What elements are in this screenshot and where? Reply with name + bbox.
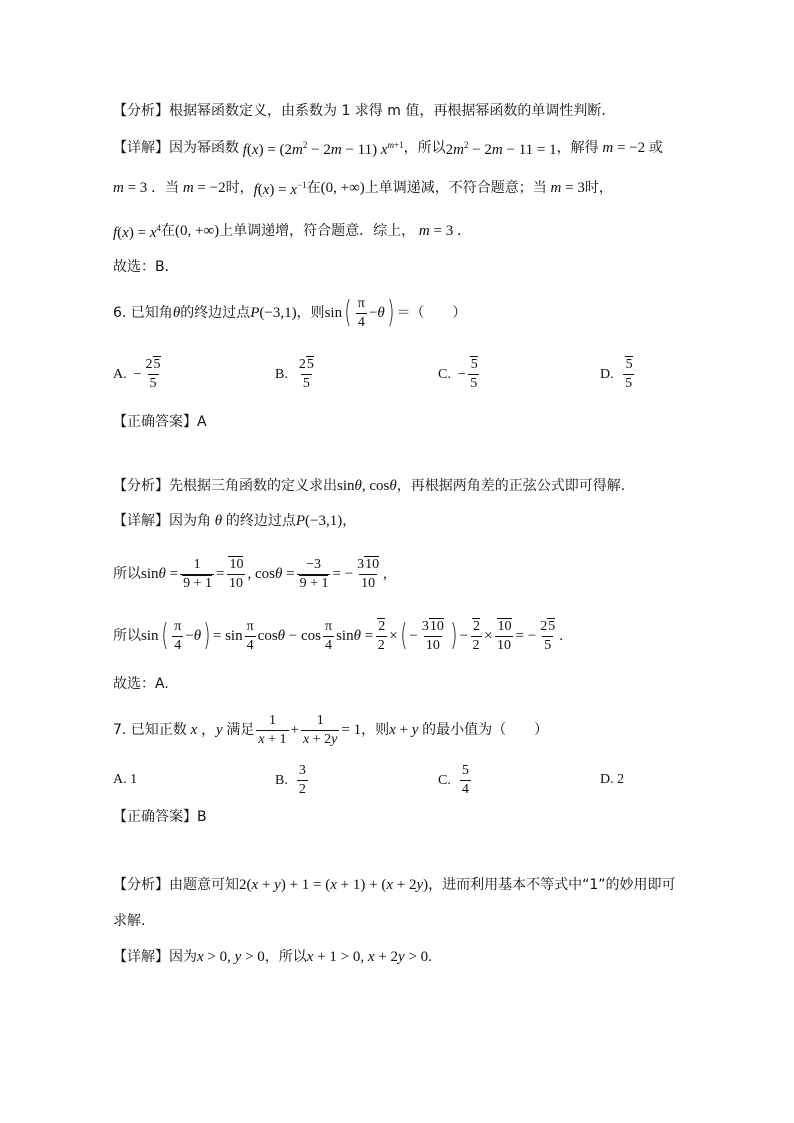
math: m = −2 [182, 179, 226, 196]
math: , [383, 566, 387, 582]
math: m = −2 [602, 139, 649, 156]
text: ， [342, 513, 357, 529]
answer-7 [113, 807, 207, 827]
text: 【详解】因为 [113, 949, 197, 965]
text: 【详解】因为角 [113, 513, 211, 529]
analysis-6 [113, 476, 625, 496]
analysis-line [113, 101, 615, 121]
math: x + y [389, 722, 419, 738]
option-label: D. [600, 366, 614, 382]
question-7 [113, 713, 548, 747]
frac: $\frac{\pi}{4}$ [357, 295, 365, 330]
text: ，解得 [556, 139, 599, 156]
text: ，再根据两角差的正弦公式即可得解. [396, 478, 626, 494]
frac: $\frac{2}{2}$ [472, 618, 481, 653]
text: 上单调递增，符合题意．综上， [219, 222, 416, 239]
math: + [290, 722, 300, 738]
text: ，所以 [403, 139, 446, 156]
math: θ [211, 513, 226, 529]
detail-7 [113, 947, 432, 967]
paren: ) [203, 618, 211, 653]
text: 时， [225, 179, 254, 196]
math: $f(x) = x^{-1}$ [253, 180, 307, 198]
frac: $\frac{310}{10}$ [357, 556, 380, 591]
option-6d [600, 356, 637, 393]
math: m = 3 [550, 179, 585, 196]
frac: $\frac{-3}{9 + 1}$ [297, 556, 331, 593]
math: x > 0, y > 0 [197, 949, 265, 965]
frac: $\frac{10}{10}$ [497, 618, 512, 653]
text: 故选：B． [113, 259, 179, 275]
frac: $\frac{25}{5}$ [298, 357, 314, 391]
detail-6 [113, 511, 356, 531]
math: = 1 [341, 722, 362, 738]
math: 2(x + y) + 1 = (x + 1) + (x + 2y) [239, 877, 429, 893]
detail-line-1 [113, 135, 663, 160]
text: 6. 已知角 [113, 305, 173, 321]
math: $f(x) = x^4$ [113, 223, 161, 241]
text: 7. 已知正数 [113, 722, 187, 738]
text: 在 [306, 179, 321, 196]
option-label: D. 2 [600, 772, 625, 787]
answer-6 [113, 412, 207, 432]
detail-line-2 [113, 175, 613, 200]
text: ，所以 [264, 949, 307, 965]
text: 所以 [113, 628, 141, 644]
text: ．当 [151, 179, 180, 196]
text: 或 [648, 139, 663, 156]
math: (0, +∞) [174, 222, 220, 239]
option-label: A. 1 [113, 772, 138, 787]
math: × [389, 628, 398, 644]
math: cosθ − cos [257, 628, 322, 644]
text: 在 [160, 222, 175, 239]
frac: $\frac{2}{2}$ [377, 618, 386, 653]
math: − [409, 628, 418, 644]
paren: ( [160, 618, 168, 653]
math: sin [324, 305, 343, 321]
choose-line-5 [113, 257, 179, 277]
math: . [559, 628, 563, 644]
math: m = 3 [418, 222, 457, 239]
text: 上单调递减，不符合题意；当 [364, 179, 547, 196]
math: x ，y [190, 722, 223, 738]
paren: ) [387, 295, 395, 330]
math: x + 1 > 0, x + 2y > 0. [306, 949, 432, 965]
detail-6-result [113, 616, 563, 656]
math: θ [172, 305, 181, 321]
math: − [459, 628, 469, 644]
text: 时， [584, 179, 613, 196]
paren: ) [450, 618, 458, 653]
math: , cosθ = [247, 566, 295, 582]
frac: $\frac{5}{5}$ [470, 357, 478, 391]
frac: $\frac{\pi}{4}$ [246, 618, 254, 653]
text: 【分析】根据幂函数定义，由系数为 1 求得 m 值，再根据幂函数的单调性判断． [113, 103, 616, 119]
math: = sin [212, 628, 243, 644]
math: −θ [185, 628, 202, 644]
option-label: A. [113, 366, 127, 382]
math: P(−3,1) [250, 305, 297, 321]
text: 【正确答案】A [113, 414, 207, 430]
text: 【分析】由题意可知 [113, 877, 239, 893]
frac: $\frac{1}{9 + 1}$ [180, 556, 214, 593]
option-7c [438, 762, 473, 799]
frac: $\frac{1}{x + 1}$ [258, 712, 287, 747]
option-6a: A. − $\frac{25}{5}$ [113, 357, 161, 391]
text: ． [456, 222, 471, 239]
frac: $\frac{5}{4}$ [461, 763, 469, 797]
frac: $\frac{10}{10}$ [228, 556, 244, 591]
math: −θ [368, 305, 385, 321]
option-label: C. [438, 772, 451, 788]
text: 【详解】因为幂函数 [113, 139, 239, 156]
text: ，则 [361, 722, 390, 738]
text: 【分析】先根据三角函数的定义求出 [113, 478, 337, 494]
math: m = 3 [113, 179, 152, 196]
math: $2m^2 - 2m - 11 = 1$ [445, 140, 557, 158]
text: 所以 [113, 566, 141, 582]
math: P(−3,1) [295, 513, 343, 529]
option-7b [275, 762, 310, 799]
frac: $\frac{25}{5}$ [145, 357, 161, 391]
frac: $\frac{\pi}{4}$ [325, 618, 333, 653]
frac: $\frac{5}{5}$ [625, 357, 633, 391]
math: = − [332, 566, 354, 582]
text: 的最小值为（ ） [422, 722, 549, 738]
option-label: B. [275, 366, 288, 382]
option-label: C. [438, 366, 451, 382]
option-label: B. [275, 772, 288, 788]
math: = [216, 566, 225, 582]
analysis-7 [113, 875, 676, 895]
math: $f(x) = (2m^2 - 2m - 11)$ $x^{m+1}$ [242, 140, 404, 158]
option-7d [600, 772, 624, 788]
text: 满足 [226, 722, 255, 738]
frac: $\frac{\pi}{4}$ [174, 618, 182, 653]
detail-line-3 [113, 218, 471, 243]
paren: ( [344, 295, 352, 330]
math: sinθ, cosθ [337, 478, 397, 494]
math: sinθ = [336, 628, 374, 644]
math: (0, +∞) [320, 179, 365, 196]
analysis-7-cont [113, 911, 145, 931]
math: = − [515, 628, 537, 644]
choose-line-6 [113, 674, 169, 694]
text: 【正确答案】B [113, 809, 207, 825]
math: sin [141, 628, 159, 644]
text: 故选：A. [113, 676, 169, 692]
paren: ( [400, 618, 408, 653]
text: ，进而利用基本不等式中“1”的妙用即可 [428, 877, 676, 893]
detail-6-sincos [113, 556, 387, 592]
option-6c: C. − $\frac{5}{5}$ [438, 357, 478, 391]
frac: $\frac{3}{2}$ [298, 763, 306, 797]
option-6b [275, 356, 318, 393]
frac: $\frac{310}{10}$ [421, 618, 444, 653]
math: × [484, 628, 493, 644]
frac: $\frac{25}{5}$ [540, 618, 556, 653]
question-6 [113, 295, 467, 330]
option-7a [113, 772, 137, 788]
frac: $\frac{1}{x + 2y}$ [303, 712, 338, 747]
text: 求解. [113, 913, 146, 929]
math: sinθ = [141, 566, 179, 582]
text: 的终边过点 [180, 305, 251, 321]
text: ＝（ ） [396, 305, 467, 321]
text: 的终边过点 [225, 513, 296, 529]
text: ，则 [296, 305, 325, 321]
